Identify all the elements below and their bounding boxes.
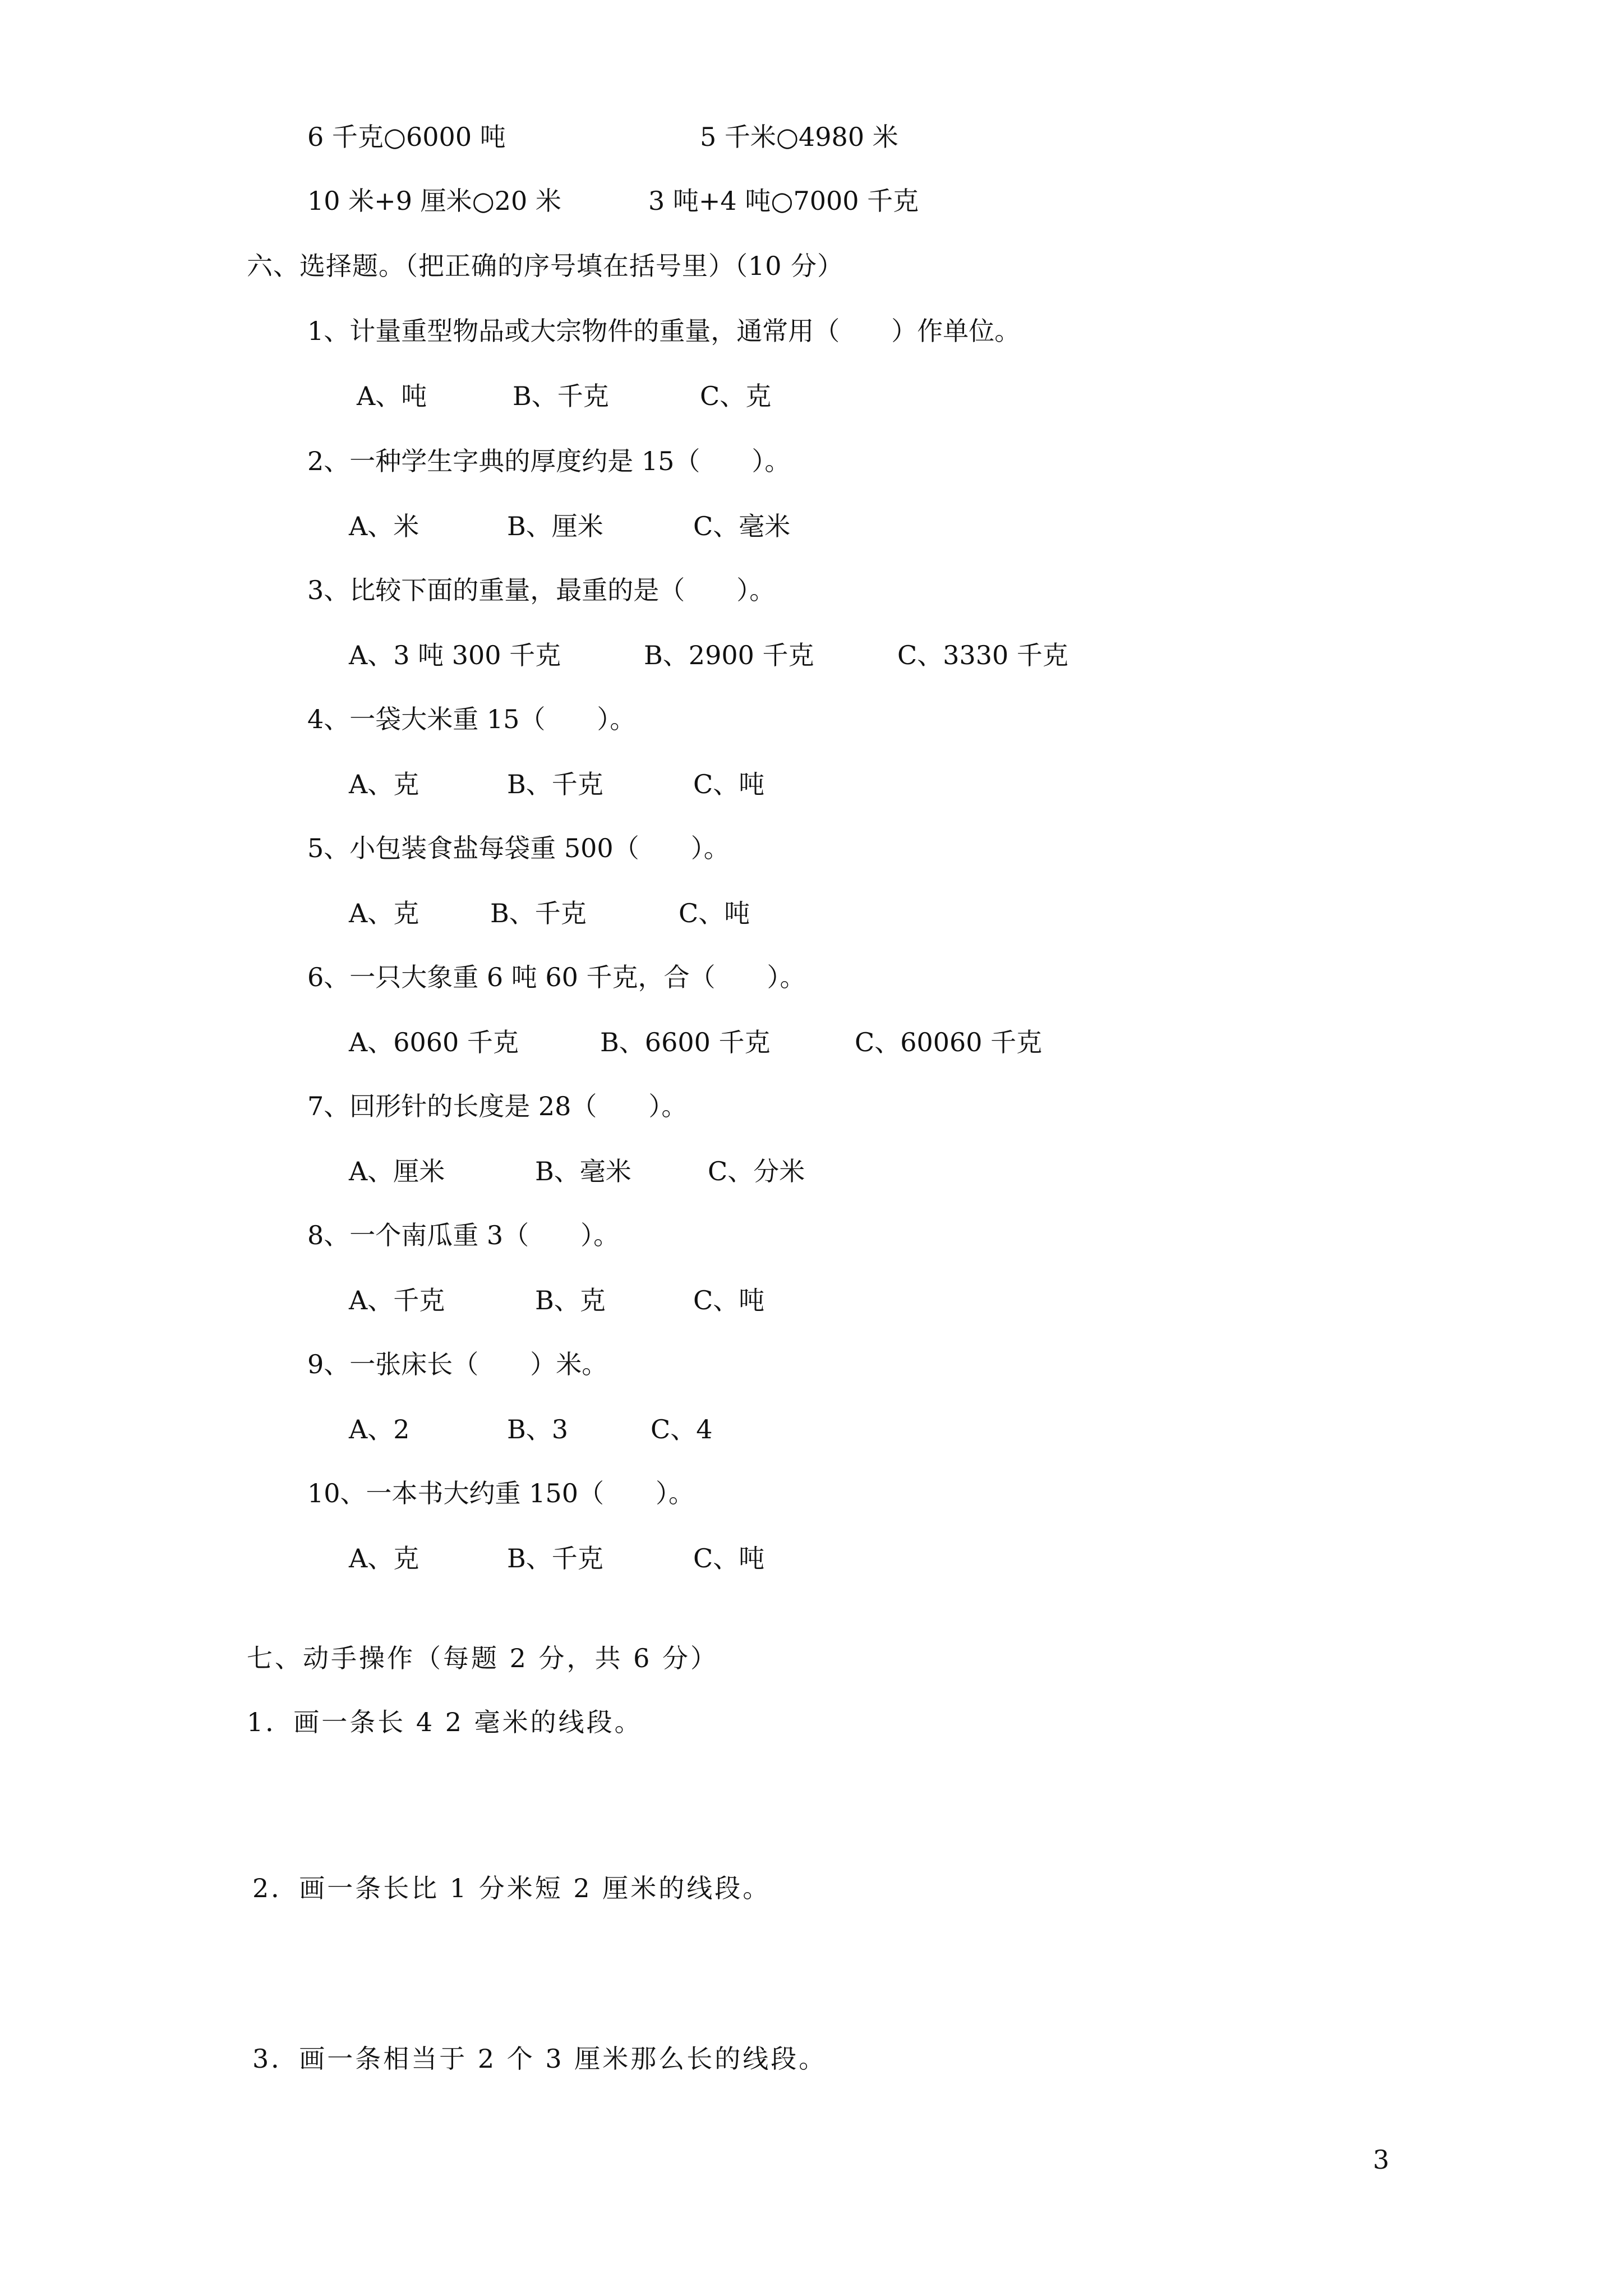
option-a: A、千克 bbox=[349, 1285, 445, 1315]
option-b: B、2900 千克 bbox=[644, 640, 814, 670]
question: 10、一本书大约重 150（ ）。 bbox=[307, 1478, 694, 1508]
question: 2、一种学生字典的厚度约是 15（ ）。 bbox=[307, 446, 791, 476]
option-a: A、克 bbox=[349, 769, 419, 799]
option-a: A、2 bbox=[349, 1414, 410, 1444]
section-7-title: 七、动手操作（每题 2 分，共 6 分） bbox=[247, 1643, 719, 1673]
option-b: B、3 bbox=[507, 1414, 569, 1444]
option-a: A、3 吨 300 千克 bbox=[349, 640, 561, 670]
compare-item: 6 千克○6000 吨 bbox=[307, 122, 506, 152]
option-c: C、4 bbox=[651, 1414, 713, 1444]
compare-item: 10 米+9 厘米○20 米 bbox=[307, 186, 561, 216]
compare-item: 3 吨+4 吨○7000 千克 bbox=[648, 186, 919, 216]
question: 3、比较下面的重量，最重的是（ ）。 bbox=[307, 575, 776, 605]
option-b: B、克 bbox=[535, 1285, 606, 1315]
option-c: C、吨 bbox=[679, 898, 750, 928]
option-c: C、分米 bbox=[708, 1156, 805, 1186]
option-c: C、吨 bbox=[693, 1285, 765, 1315]
question: 6、一只大象重 6 吨 60 千克，合（ ）。 bbox=[307, 962, 806, 992]
drawing-task: 1．画一条长 4 2 毫米的线段。 bbox=[247, 1707, 643, 1737]
option-a: A、厘米 bbox=[349, 1156, 445, 1186]
option-c: C、3330 千克 bbox=[897, 640, 1068, 670]
option-b: B、6600 千克 bbox=[600, 1027, 771, 1057]
compare-item: 5 千米○4980 米 bbox=[700, 122, 898, 152]
option-c: C、吨 bbox=[693, 1543, 765, 1573]
option-b: B、千克 bbox=[507, 769, 603, 799]
option-b: B、千克 bbox=[490, 898, 587, 928]
option-c: C、吨 bbox=[693, 769, 765, 799]
option-a: A、克 bbox=[349, 1543, 419, 1573]
option-a: A、克 bbox=[349, 898, 419, 928]
option-a: A、米 bbox=[349, 511, 419, 541]
option-c: C、60060 千克 bbox=[855, 1027, 1043, 1057]
drawing-task: 2．画一条长比 1 分米短 2 厘米的线段。 bbox=[252, 1873, 771, 1903]
page-number: 3 bbox=[1373, 2145, 1390, 2175]
option-a: A、吨 bbox=[357, 381, 427, 411]
option-b: B、厘米 bbox=[507, 511, 603, 541]
option-c: C、毫米 bbox=[693, 511, 791, 541]
question: 8、一个南瓜重 3（ ）。 bbox=[307, 1220, 620, 1250]
question: 7、回形针的长度是 28（ ）。 bbox=[307, 1091, 688, 1121]
option-b: B、千克 bbox=[507, 1543, 603, 1573]
question: 5、小包装食盐每袋重 500（ ）。 bbox=[307, 833, 730, 863]
question: 4、一袋大米重 15（ ）。 bbox=[307, 704, 636, 734]
option-a: A、6060 千克 bbox=[349, 1027, 519, 1057]
option-b: B、毫米 bbox=[535, 1156, 631, 1186]
option-b: B、千克 bbox=[513, 381, 609, 411]
question: 9、一张床长（ ）米。 bbox=[307, 1349, 608, 1379]
drawing-task: 3．画一条相当于 2 个 3 厘米那么长的线段。 bbox=[252, 2044, 827, 2074]
option-c: C、克 bbox=[700, 381, 772, 411]
question: 1、计量重型物品或大宗物件的重量，通常用（ ）作单位。 bbox=[307, 316, 1021, 346]
section-6-title: 六、选择题。（把正确的序号填在括号里）（10 分） bbox=[247, 251, 844, 281]
